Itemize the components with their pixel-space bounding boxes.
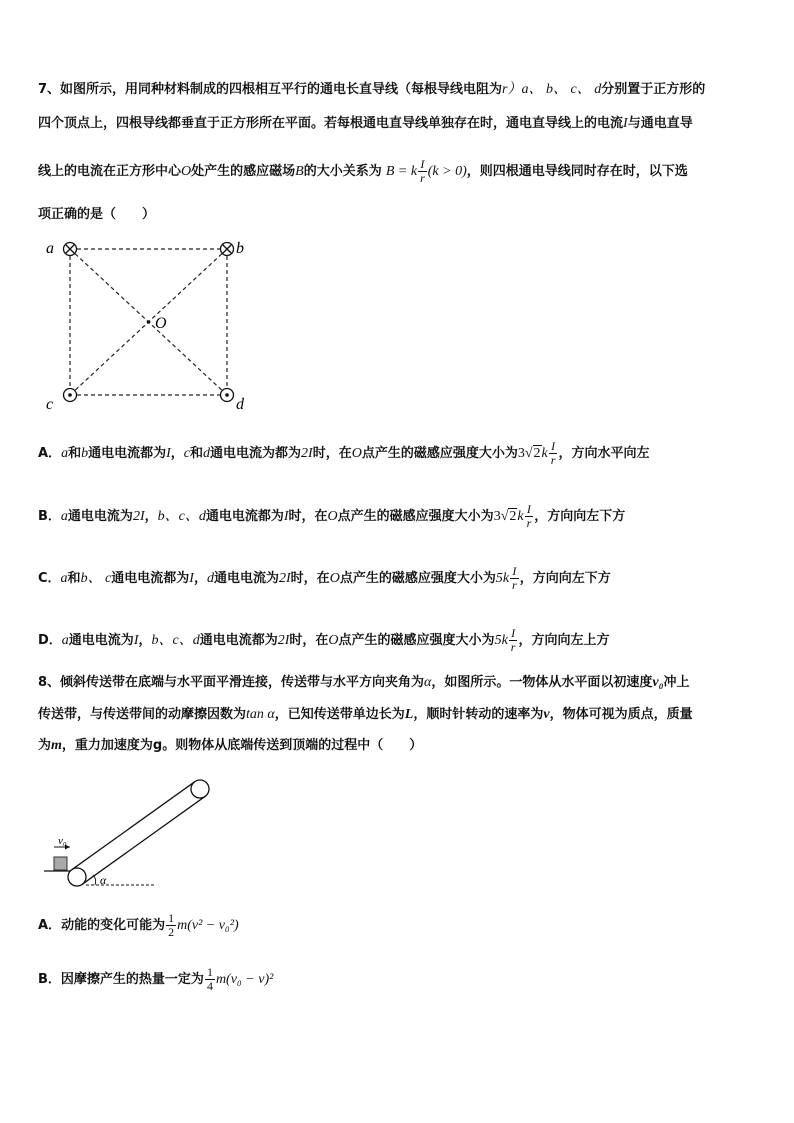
var: O [328,633,339,648]
var: 2I [279,571,291,586]
fraction-numerator: 1 [168,911,175,925]
q8-text: 传送带，与传送带间的动摩擦因数为 [38,707,247,722]
fraction-numerator: I [510,565,519,579]
var-alpha: α [424,675,432,690]
option-text: ， [144,509,158,524]
option-expression: m(v² − v₀²) [177,918,239,933]
option-letter: B． [38,509,61,524]
var: b、 c [80,571,112,586]
formula-lhs: B = k [385,164,418,179]
q7-text: 线上的电流在正方形中心 [38,164,182,179]
q7-line-1 [38,80,705,100]
formula-condition: (k > 0) [427,164,467,179]
var-v0: v₀ [652,675,664,690]
q7-option-D [38,627,609,654]
option-text: 通电电流都为 [199,633,278,648]
wire-a-into-page-icon [64,243,77,256]
coefficient: 3 [517,446,525,461]
var: 2I [277,633,290,648]
q7-text: 与通电直导 [627,116,693,131]
q7-text: 处产生的感应磁场 [191,164,296,179]
label-b: b [236,240,244,257]
option-text: 和 [67,571,81,586]
var: c [183,446,190,461]
q8-conveyor-figure [42,775,222,890]
q8-line-3 [38,736,422,756]
option-text: ，方向向左下方 [534,509,626,524]
option-text: 通电电流都为 [111,571,190,586]
var-tan-alpha: tan α [246,707,275,722]
option-text: 通电电流为 [68,633,134,648]
option-text: 通电电流都为 [88,446,167,461]
label-alpha: α [100,873,107,887]
wire-b-into-page-icon [221,243,234,256]
q8-option-A [38,912,239,939]
option-text: ， [138,633,152,648]
var-L: L [404,707,414,722]
q8-text: ，物体可视为质点，质量 [549,707,693,722]
option-text: ， [170,446,184,461]
var: 2I [132,509,145,524]
coefficient: 5k [494,633,508,648]
q7-square-figure [40,232,265,414]
option-letter: D． [38,633,62,648]
option-text: 动能的变化可能为 [61,918,166,933]
q8-line-1 [38,673,690,693]
var-r: r [502,82,508,97]
var: I [283,509,289,524]
option-text: ，方向水平向左 [558,446,650,461]
q8-text: 。则物体从底端传送到顶端的过程中（ ） [162,738,423,753]
q8-text: 冲上 [663,675,690,690]
label-a: a [46,240,54,257]
var: d [206,571,214,586]
option-text: 点产生的磁感应强度大小为 [337,509,494,524]
q7-line-3 [38,158,688,185]
q8-text: ，如图所示。一物体从水平面以初速度 [431,675,653,690]
option-text: ，方向向左下方 [519,571,611,586]
q7-text: 项正确的是（ ） [38,207,156,222]
formula-fraction [418,158,427,185]
block-object [54,857,67,870]
fraction-denominator: 4 [206,979,213,993]
var: a [61,633,69,648]
wire-labels: ）a、 b、 c、 d [507,82,602,97]
option-text: 点产生的磁感应强度大小为 [338,633,495,648]
q7-text: ，则四根通电导线同时存在时，以下选 [466,164,688,179]
q7-text: 7、如图所示，用同种材料制成的四根相互平行的通电长直导线（每根导线电阻为 [38,82,503,97]
center-point [147,320,151,324]
option-text: 通电电流为 [67,509,133,524]
q7-line-2 [38,114,693,134]
option-fraction [509,627,518,654]
q8-text: ，重力加速度为 [61,738,153,753]
var-k: k [541,446,548,461]
option-fraction [205,966,215,993]
var-B: B [295,164,304,179]
option-text: ， [193,571,207,586]
fraction-denominator: r [550,453,556,467]
fraction-numerator: I [418,158,427,172]
option-text: 因摩擦产生的热量一定为 [60,972,204,987]
q7-text: 四个顶点上，四根导线都垂直于正方形所在平面。若每根通电直导线单独存在时，通电直导线上的电流 [38,116,624,131]
var: O [351,446,362,461]
fraction-numerator: I [509,627,518,641]
option-fraction [525,503,534,530]
var: b、c、d [157,509,206,524]
option-text: 通电电流为都为 [210,446,302,461]
option-text: 时，在 [288,509,328,524]
var: a [60,571,68,586]
option-text: 通电电流都为 [205,509,284,524]
q8-text: ，顺时针转动的速率为 [413,707,544,722]
option-letter: B． [38,972,61,987]
fraction-denominator: r [510,640,516,654]
var: a [61,446,69,461]
option-letter: A． [38,918,62,933]
option-letter: C． [38,571,61,586]
option-text: 时，在 [289,633,329,648]
q8-line-2 [38,705,693,725]
coefficient: 3 [493,509,501,524]
fraction-denominator: 2 [168,925,175,939]
label-v0: v₀ [58,835,67,847]
fraction-denominator: r [526,516,532,530]
option-text: 点产生的磁感应强度大小为 [339,571,496,586]
option-letter: A． [38,446,62,461]
option-text: 和 [190,446,204,461]
q7-text: 分别置于正方形的 [601,82,706,97]
option-text: ，方向向左上方 [518,633,610,648]
q7-option-C [38,565,611,592]
var: b [81,446,89,461]
fraction-denominator: r [512,578,517,592]
option-text: 点产生的磁感应强度大小为 [361,446,518,461]
q8-text: 为 [38,738,52,753]
label-d: d [236,396,244,413]
fraction-numerator: 1 [206,965,213,979]
option-text: 时，在 [312,446,352,461]
sqrt-expression: √2 [524,446,541,461]
q8-option-B [38,966,273,993]
coefficient: 5k [495,571,510,586]
q8-text: 8、倾斜传送带在底端与水平面平滑连接，传送带与水平方向夹角为 [38,675,425,690]
option-expression: m(v₀ − v)² [215,972,274,987]
fraction-numerator: I [525,503,534,517]
var: d [203,446,211,461]
label-O: O [155,315,167,332]
wire-c-out-of-page-icon [64,389,77,402]
var-k: k [517,509,524,524]
q7-option-A [38,440,649,467]
var: O [329,571,340,586]
radicand: 2 [509,509,517,524]
var: 2I [301,446,313,461]
sqrt-expression: √2 [500,509,517,524]
var: I [166,446,171,461]
var: b、c、d [151,633,200,648]
option-fraction [549,440,558,467]
radicand: 2 [533,446,541,461]
var-v: v [543,707,550,722]
fraction-denominator: r [420,171,425,185]
option-text: 通电电流为 [213,571,279,586]
var-g: g [152,738,163,753]
option-text: 和 [68,446,82,461]
var: I [189,571,194,586]
var-I: I [623,116,628,131]
var-O: O [181,164,192,179]
fraction-numerator: I [549,440,558,454]
option-fraction [166,912,176,939]
q7-option-B [38,503,625,530]
wire-d-out-of-page-icon [221,389,234,402]
option-fraction [510,565,519,592]
var: a [60,509,68,524]
var: O [327,509,338,524]
q7-line-4 [38,205,155,225]
q7-text: 的大小关系为 [303,164,382,179]
var: I [133,633,139,648]
option-text: 时，在 [290,571,330,586]
q8-text: ，已知传送带单边长为 [274,707,405,722]
var-m: m [51,738,62,753]
label-c: c [46,396,54,413]
